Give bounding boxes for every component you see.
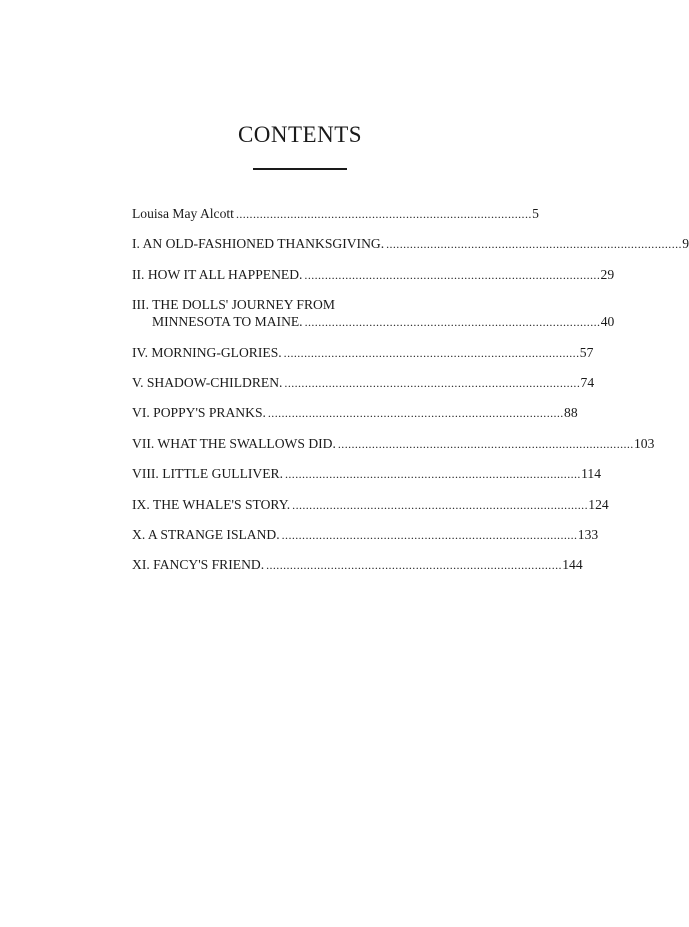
toc-entry-page: 40	[600, 314, 615, 330]
toc-entry-page: 74	[580, 374, 595, 390]
toc-entry-title: V. SHADOW-CHILDREN.	[132, 374, 283, 390]
toc-entry-author[interactable]	[132, 205, 539, 223]
toc-entry-title: VI. POPPY'S PRANKS.	[132, 405, 266, 421]
toc-entry-chapter-3[interactable]	[132, 296, 615, 331]
toc-entry-page: 114	[581, 466, 601, 482]
dot-leader	[386, 236, 680, 253]
toc-entry-page: 29	[600, 266, 615, 282]
toc-entry-title: IV. MORNING-GLORIES.	[132, 344, 282, 360]
dot-leader	[268, 405, 562, 422]
toc-entry-page: 124	[588, 496, 609, 512]
dot-leader	[285, 466, 579, 483]
toc-entry-title: VII. WHAT THE SWALLOWS DID.	[132, 435, 336, 451]
toc-entry-chapter-5[interactable]	[132, 374, 595, 392]
title-rule	[253, 168, 347, 170]
dot-leader	[305, 314, 599, 331]
dot-leader	[282, 527, 576, 544]
dot-leader	[338, 436, 632, 453]
toc-entry-title: VIII. LITTLE GULLIVER.	[132, 466, 283, 482]
toc-entry-title: X. A STRANGE ISLAND.	[132, 526, 280, 542]
toc-entry-chapter-6[interactable]	[132, 404, 578, 422]
toc-entry-title: Louisa May Alcott	[132, 206, 234, 221]
toc-entry-chapter-11[interactable]	[132, 556, 583, 574]
dot-leader	[284, 375, 578, 392]
toc-entry-chapter-2[interactable]	[132, 266, 615, 284]
dot-leader	[236, 206, 530, 223]
toc-entry-title: I. AN OLD-FASHIONED THANKSGIVING.	[132, 236, 385, 252]
toc-entry-page: 5	[532, 206, 539, 221]
toc-entry-title: IX. THE WHALE'S STORY.	[132, 496, 291, 512]
dot-leader	[284, 345, 578, 362]
toc-entry-page: 133	[577, 526, 599, 542]
toc-entry-title: II. HOW IT ALL HAPPENED.	[132, 266, 303, 282]
toc-entry-title-line2: MINNESOTA TO MAINE.	[152, 314, 303, 330]
toc-entry-chapter-4[interactable]	[132, 344, 594, 362]
toc-entry-page: 9	[682, 236, 689, 252]
toc-entry-page: 144	[562, 557, 583, 573]
toc-entry-chapter-10[interactable]	[132, 526, 599, 544]
toc-entry-page: 57	[579, 344, 594, 360]
toc-entry-chapter-1[interactable]	[132, 235, 689, 253]
table-of-contents	[132, 205, 689, 587]
toc-entry-title-line1: III. THE DOLLS' JOURNEY FROM	[132, 297, 335, 313]
toc-entry-chapter-9[interactable]	[132, 496, 609, 514]
dot-leader	[266, 557, 560, 574]
dot-leader	[292, 497, 586, 514]
toc-entry-title: XI. FANCY'S FRIEND.	[132, 557, 265, 573]
toc-entry-chapter-8[interactable]	[132, 465, 601, 483]
toc-entry-page: 88	[564, 405, 578, 421]
toc-entry-chapter-7[interactable]	[132, 435, 655, 453]
dot-leader	[304, 267, 598, 284]
page-title: CONTENTS	[237, 122, 363, 147]
toc-entry-page: 103	[634, 435, 655, 451]
